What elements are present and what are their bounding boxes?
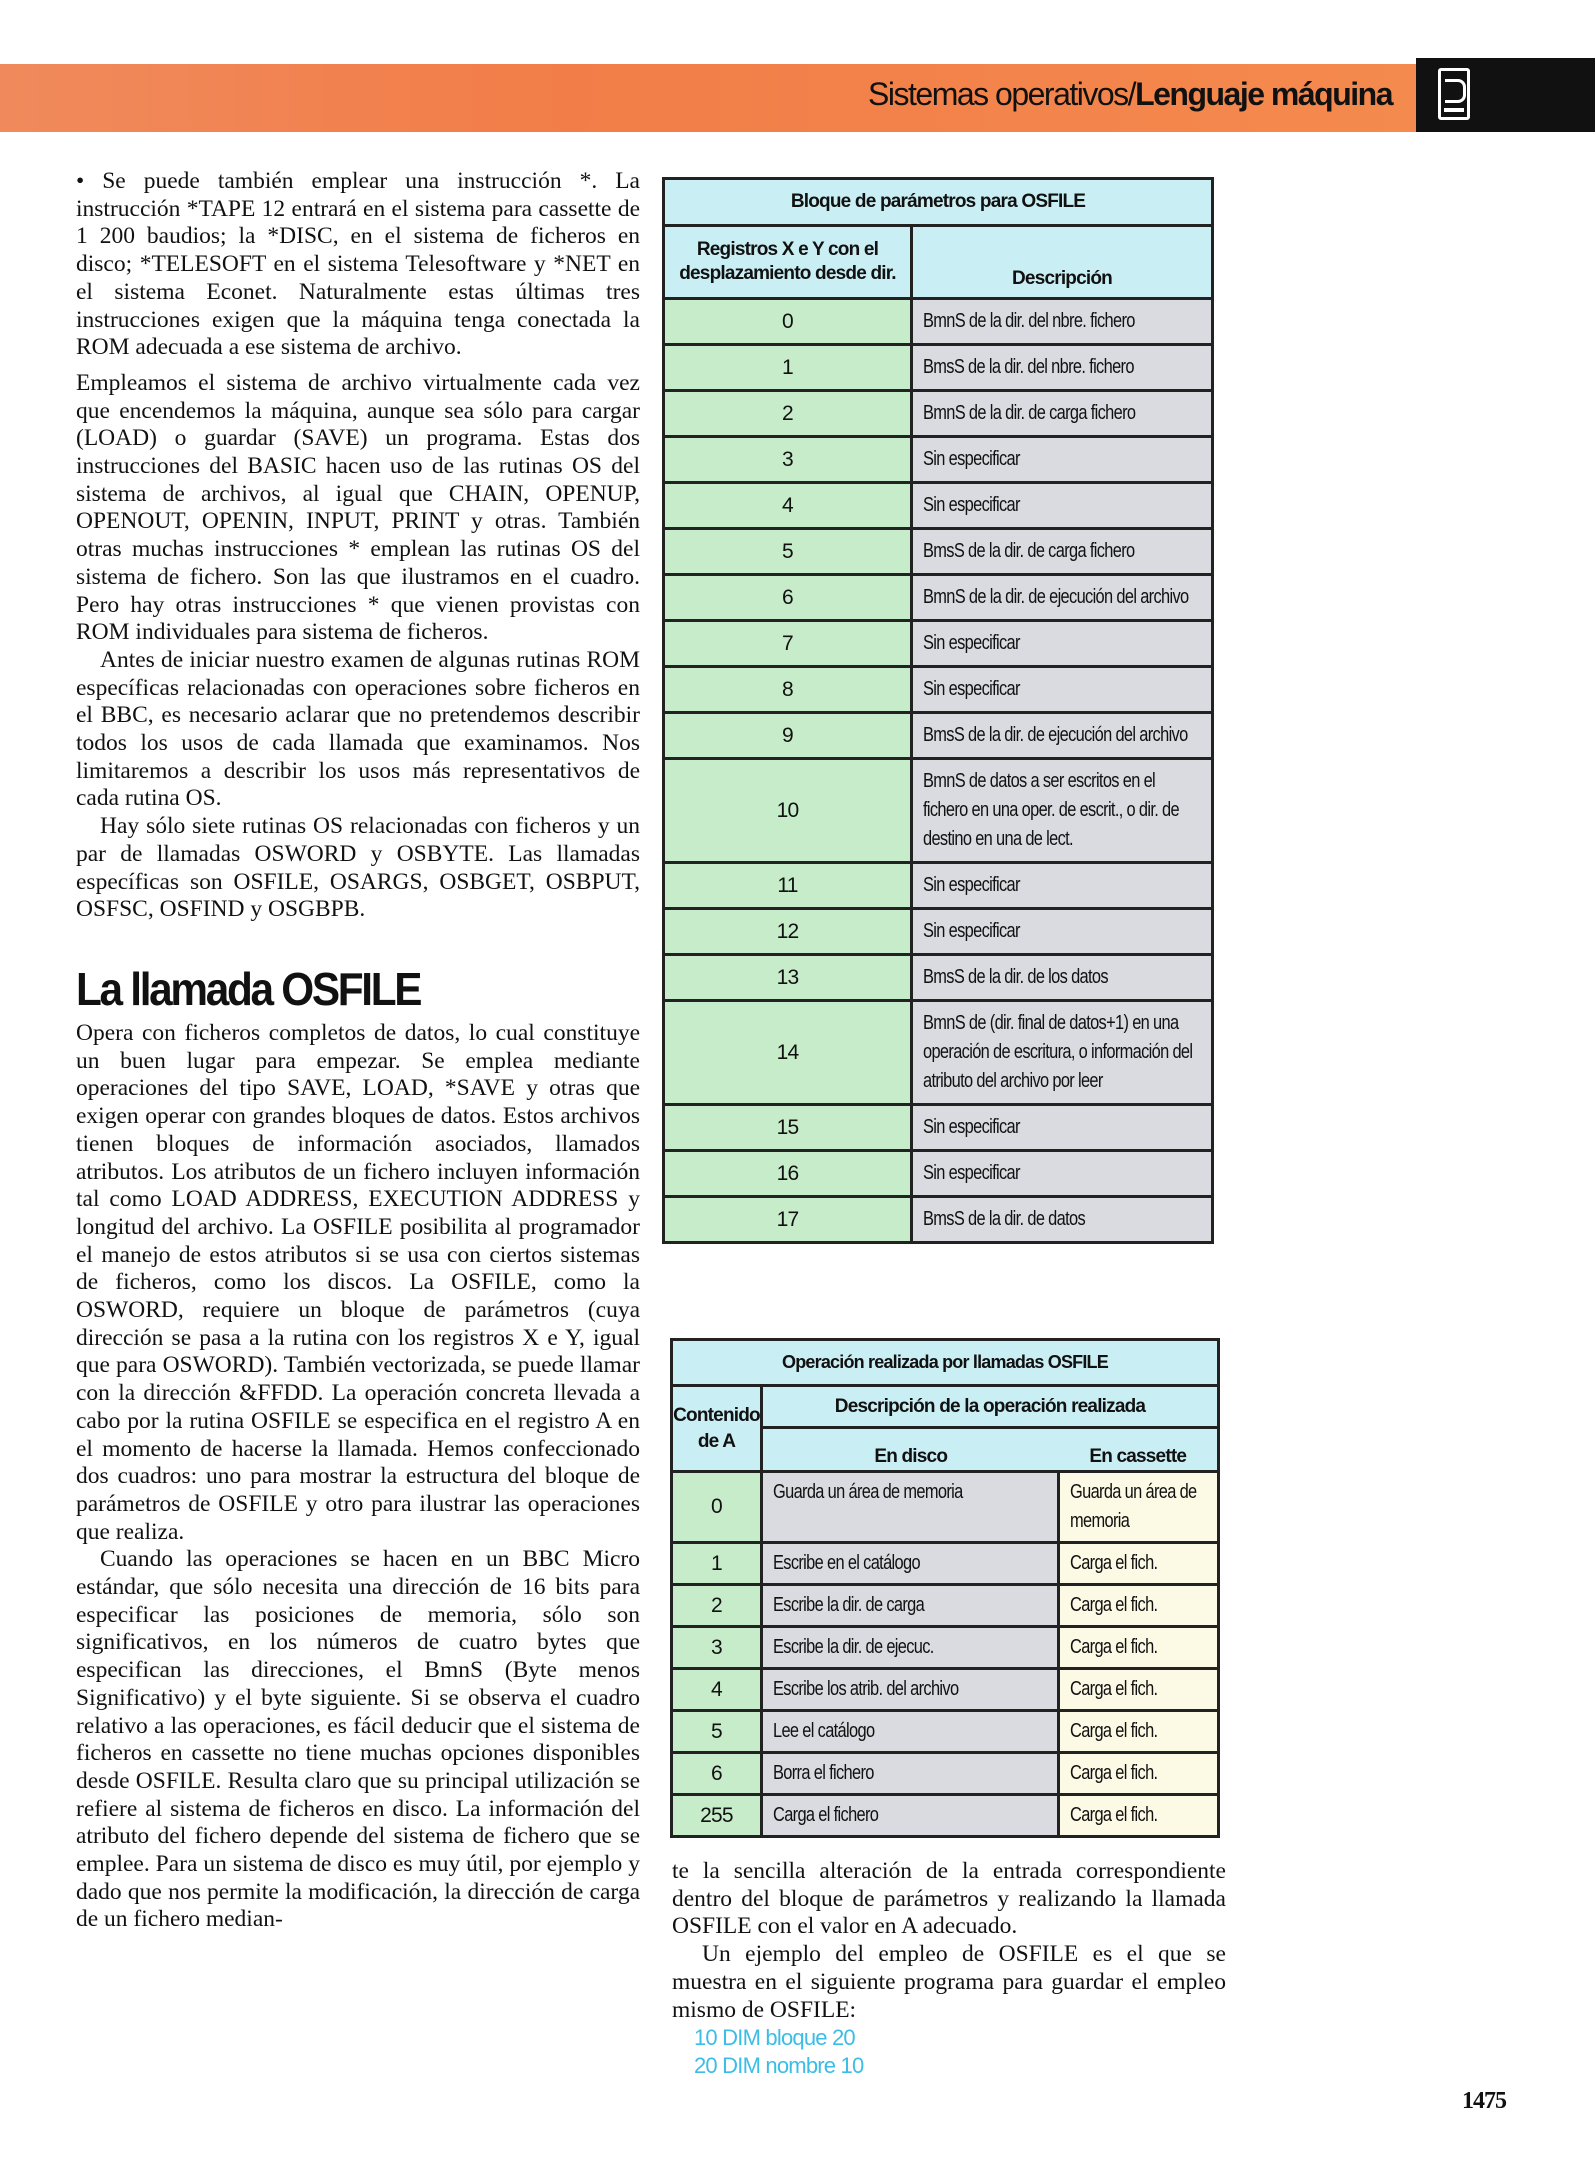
description-cell-container	[912, 299, 1213, 345]
section-banner	[0, 64, 1420, 132]
cassette-operation-cell: Carga el fich.	[1070, 1804, 1158, 1826]
offset-cell: 6	[664, 575, 912, 621]
disk-operation-cell-container	[762, 1711, 1059, 1753]
offset-cell: 1	[664, 345, 912, 391]
cassette-operation-cell: Carga el fich.	[1070, 1762, 1158, 1784]
description-cell: Sin especificar	[923, 1162, 1020, 1184]
disk-operation-cell-container	[762, 1795, 1059, 1837]
column-header-a: Contenido de A	[672, 1386, 762, 1472]
a-value-cell: 4	[672, 1669, 762, 1711]
description-cell: Sin especificar	[923, 920, 1020, 942]
cassette-operation-cell: Carga el fich.	[1070, 1636, 1158, 1658]
column-header-cassette: En cassette	[1059, 1428, 1219, 1472]
paragraph: te la sencilla alteración de la entrada correspondiente dentro del bloque de parámetros y realizando la llamada OSFILE con el valor en A adecuado.	[672, 1858, 1226, 1940]
table-row	[664, 1105, 1213, 1151]
a-value-cell: 0	[672, 1472, 762, 1543]
cassette-operation-cell-container	[1059, 1795, 1219, 1837]
description-cell-container	[912, 1151, 1213, 1197]
cassette-operation-cell-container	[1059, 1543, 1219, 1585]
description-cell: BmnS de la dir. de carga fichero	[923, 402, 1136, 424]
description-cell-container	[912, 713, 1213, 759]
disk-operation-cell: Escribe la dir. de carga	[773, 1594, 925, 1616]
offset-cell: 8	[664, 667, 912, 713]
description-cell-container	[912, 391, 1213, 437]
parameter-block-table	[662, 177, 1214, 1244]
table-row	[672, 1585, 1219, 1627]
description-cell-container	[912, 1001, 1213, 1105]
description-cell: Sin especificar	[923, 448, 1020, 470]
description-cell: BmnS de la dir. del nbre. fichero	[923, 310, 1135, 332]
disk-operation-cell: Guarda un área de memoria	[773, 1481, 963, 1503]
a-value-cell: 5	[672, 1711, 762, 1753]
table-title: Operación realizada por llamadas OSFILE	[672, 1340, 1219, 1386]
description-cell-container	[912, 1105, 1213, 1151]
offset-cell: 12	[664, 909, 912, 955]
table-row	[672, 1711, 1219, 1753]
description-cell-container	[912, 621, 1213, 667]
table-row	[664, 437, 1213, 483]
cassette-operation-cell: Guarda un área de memoria	[1070, 1481, 1197, 1532]
a-value-cell: 3	[672, 1627, 762, 1669]
offset-cell: 3	[664, 437, 912, 483]
description-cell: Sin especificar	[923, 1116, 1020, 1138]
table-title: Bloque de parámetros para OSFILE	[664, 179, 1213, 226]
column-header-disk: En disco	[762, 1428, 1059, 1472]
disk-operation-cell: Escribe los atrib. del archivo	[773, 1678, 959, 1700]
description-cell: BmsS de la dir. de los datos	[923, 966, 1108, 988]
description-cell: Sin especificar	[923, 494, 1020, 516]
a-value-cell: 1	[672, 1543, 762, 1585]
disk-operation-cell-container	[762, 1627, 1059, 1669]
disk-operation-cell-container	[762, 1543, 1059, 1585]
disk-operation-cell-container	[762, 1669, 1059, 1711]
right-column-text	[672, 1858, 1226, 2080]
code-line: 20 DIM nombre 10	[694, 2052, 864, 2078]
left-column	[76, 168, 640, 1934]
table-row	[664, 483, 1213, 529]
description-cell-container	[912, 345, 1213, 391]
table-row	[672, 1543, 1219, 1585]
section-title-bold: Lenguaje máquina	[1135, 76, 1392, 112]
cassette-operation-cell-container	[1059, 1627, 1219, 1669]
description-cell: Sin especificar	[923, 632, 1020, 654]
table-row	[664, 759, 1213, 863]
description-cell: Sin especificar	[923, 874, 1020, 896]
cassette-operation-cell-container	[1059, 1585, 1219, 1627]
a-value-cell: 2	[672, 1585, 762, 1627]
cassette-operation-cell-container	[1059, 1711, 1219, 1753]
description-cell: BmsS de la dir. de datos	[923, 1208, 1086, 1230]
table-row	[664, 391, 1213, 437]
chip-icon	[1438, 68, 1470, 120]
offset-cell: 0	[664, 299, 912, 345]
description-cell: BmsS de la dir. de carga fichero	[923, 540, 1135, 562]
description-cell-container	[912, 483, 1213, 529]
description-cell-container	[912, 529, 1213, 575]
table-row	[672, 1472, 1219, 1543]
disk-operation-cell: Borra el fichero	[773, 1762, 874, 1784]
osfile-operations-table	[670, 1338, 1220, 1838]
offset-cell: 13	[664, 955, 912, 1001]
offset-cell: 9	[664, 713, 912, 759]
disk-operation-cell: Escribe la dir. de ejecuc.	[773, 1636, 934, 1658]
cassette-operation-cell-container	[1059, 1669, 1219, 1711]
table-row	[664, 1001, 1213, 1105]
description-cell-container	[912, 437, 1213, 483]
offset-cell: 10	[664, 759, 912, 863]
paragraph: Hay sólo siete rutinas OS relacionadas con ficheros y un par de llamadas OSWORD y OSBYTE. Las llamadas específicas son OSFILE, OSARGS, OSBGET, OSBPUT, OSFSC, OSFIND y OSGBPB.	[76, 813, 640, 923]
description-cell-container	[912, 759, 1213, 863]
code-line: 10 DIM bloque 20	[694, 2025, 855, 2051]
offset-cell: 5	[664, 529, 912, 575]
disk-operation-cell-container	[762, 1472, 1059, 1543]
table-row	[664, 575, 1213, 621]
description-cell-container	[912, 1197, 1213, 1243]
table-row	[664, 713, 1213, 759]
description-cell: BmnS de la dir. de ejecución del archivo	[923, 586, 1189, 608]
description-cell: Sin especificar	[923, 678, 1020, 700]
table-row	[664, 863, 1213, 909]
a-value-cell: 6	[672, 1753, 762, 1795]
description-cell: BmnS de datos a ser escritos en el fichero en una oper. de escrit., o dir. de destino en una de lect.	[923, 770, 1179, 850]
description-cell-container	[912, 863, 1213, 909]
table-row	[664, 1197, 1213, 1243]
table-row	[672, 1795, 1219, 1837]
paragraph: Cuando las operaciones se hacen en un BBC Micro estándar, que sólo necesita una dirección de 16 bits para especificar las posiciones de memoria, sólo son significativos, en los números de cuatro bytes que especifican las direcciones, el BmnS (Byte menos Significativo) y el byte siguiente. Si se observa el cuadro relativo a las operaciones, es fácil deducir que el sistema de ficheros en cassette no tiene muchas opciones disponibles desde OSFILE. Resulta claro que su principal utilización se refiere al sistema de ficheros en disco. La información del atributo del fichero depende del sistema de fichero que se emplee. Para un sistema de disco es muy útil, por ejemplo y dado que nos permite la modificación, la dirección de carga de un fichero median-	[76, 1546, 640, 1933]
page-number: 1475	[1462, 2088, 1506, 2114]
column-header-offset: Registros X e Y con el desplazamiento desde dir.	[664, 226, 912, 299]
table-row	[664, 529, 1213, 575]
paragraph: Empleamos el sistema de archivo virtualmente cada vez que encendemos la máquina, aunque sea sólo para cargar (LOAD) o guardar (SAVE) un programa. Estas dos instrucciones del BASIC hacen uso de las rutinas OS del sistema de archivos, al igual que CHAIN, OPENUP, OPENOUT, OPENIN, INPUT, PRINT y otras. También otras muchas instrucciones * emplean las rutinas OS del sistema de fichero. Son las que ilustramos en el cuadro. Pero hay otras instrucciones * que vienen provistas con ROM individuales para sistema de ficheros.	[76, 369, 640, 646]
section-title	[868, 76, 1392, 113]
cassette-operation-cell: Carga el fich.	[1070, 1678, 1158, 1700]
column-header-description: Descripción de la operación realizada	[762, 1386, 1219, 1428]
disk-operation-cell-container	[762, 1753, 1059, 1795]
table-row	[664, 1151, 1213, 1197]
description-cell-container	[912, 909, 1213, 955]
section-logo	[1416, 58, 1595, 132]
cassette-operation-cell: Carga el fich.	[1070, 1552, 1158, 1574]
offset-cell: 16	[664, 1151, 912, 1197]
description-cell-container	[912, 955, 1213, 1001]
description-cell-container	[912, 575, 1213, 621]
a-value-cell: 255	[672, 1795, 762, 1837]
table-row	[664, 909, 1213, 955]
cassette-operation-cell: Carga el fich.	[1070, 1720, 1158, 1742]
description-cell: BmsS de la dir. del nbre. fichero	[923, 356, 1134, 378]
table-row	[664, 299, 1213, 345]
disk-operation-cell: Escribe en el catálogo	[773, 1552, 920, 1574]
offset-cell: 2	[664, 391, 912, 437]
description-cell: BmnS de (dir. final de datos+1) en una operación de escritura, o información del atributo del archivo por leer	[923, 1012, 1193, 1092]
cassette-operation-cell-container	[1059, 1472, 1219, 1543]
offset-cell: 11	[664, 863, 912, 909]
section-heading: La llamada OSFILE	[76, 962, 421, 1015]
offset-cell: 4	[664, 483, 912, 529]
column-header-description: Descripción	[912, 226, 1213, 299]
offset-cell: 17	[664, 1197, 912, 1243]
disk-operation-cell: Lee el catálogo	[773, 1720, 875, 1742]
offset-cell: 14	[664, 1001, 912, 1105]
table-row	[664, 667, 1213, 713]
table-row	[672, 1627, 1219, 1669]
paragraph: Antes de iniciar nuestro examen de algunas rutinas ROM específicas relacionadas con operaciones sobre ficheros en el BBC, es necesario aclarar que no pretendemos describir todos los usos de cada llamada que examinamos. Nos limitaremos a describir los usos más representativos de cada rutina OS.	[76, 646, 640, 812]
paragraph: Opera con ficheros completos de datos, lo cual constituye un buen lugar para empezar. Se emplea mediante operaciones del tipo SAVE, LOAD, *SAVE y otras que exigen operar con grandes bloques de datos. Estos archivos tienen bloques de información asociados, llamados atributos. Los atributos de un fichero incluyen información tal como LOAD ADDRESS, EXECUTION ADDRESS y longitud del archivo. La OSFILE posibilita al programador el manejo de estos atributos si se usa con ciertos sistemas de ficheros, como los discos. La OSFILE, como la OSWORD, requiere un bloque de parámetros (cuya dirección se pasa a la rutina con los registros X e Y, igual que para OSWORD). También vectorizada, se puede llamar con la dirección &FFDD. La operación concreta llevada a cabo por la rutina OSFILE se especifica en el registro A en el momento de hacerse la llamada. Hemos confeccionado dos cuadros: uno para mostrar la estructura del bloque de parámetros de OSFILE y otro para ilustrar las operaciones que realiza.	[76, 1019, 640, 1545]
disk-operation-cell: Carga el fichero	[773, 1804, 879, 1826]
table-row	[664, 345, 1213, 391]
table-row	[672, 1753, 1219, 1795]
cassette-operation-cell-container	[1059, 1753, 1219, 1795]
cassette-operation-cell: Carga el fich.	[1070, 1594, 1158, 1616]
table-row	[664, 621, 1213, 667]
paragraph: • Se puede también emplear una instrucción *. La instrucción *TAPE 12 entrará en el sistema para cassette de 1 200 baudios; la *DISC, en el sistema de ficheros en disco; *TELESOFT en el sistema Telesoftware y *NET en el sistema Econet. Naturalmente estas últimas tres instrucciones exigen que la máquina tenga conectada la ROM adecuada a ese sistema de archivo.	[76, 168, 640, 361]
paragraph: Un ejemplo del empleo de OSFILE es el que se muestra en el siguiente programa para guardar el empleo mismo de OSFILE:	[672, 1941, 1226, 2023]
offset-cell: 15	[664, 1105, 912, 1151]
description-cell-container	[912, 667, 1213, 713]
description-cell: BmsS de la dir. de ejecución del archivo	[923, 724, 1188, 746]
disk-operation-cell-container	[762, 1585, 1059, 1627]
offset-cell: 7	[664, 621, 912, 667]
section-title-light: Sistemas operativos/	[868, 76, 1136, 112]
table-row	[664, 955, 1213, 1001]
table-row	[672, 1669, 1219, 1711]
